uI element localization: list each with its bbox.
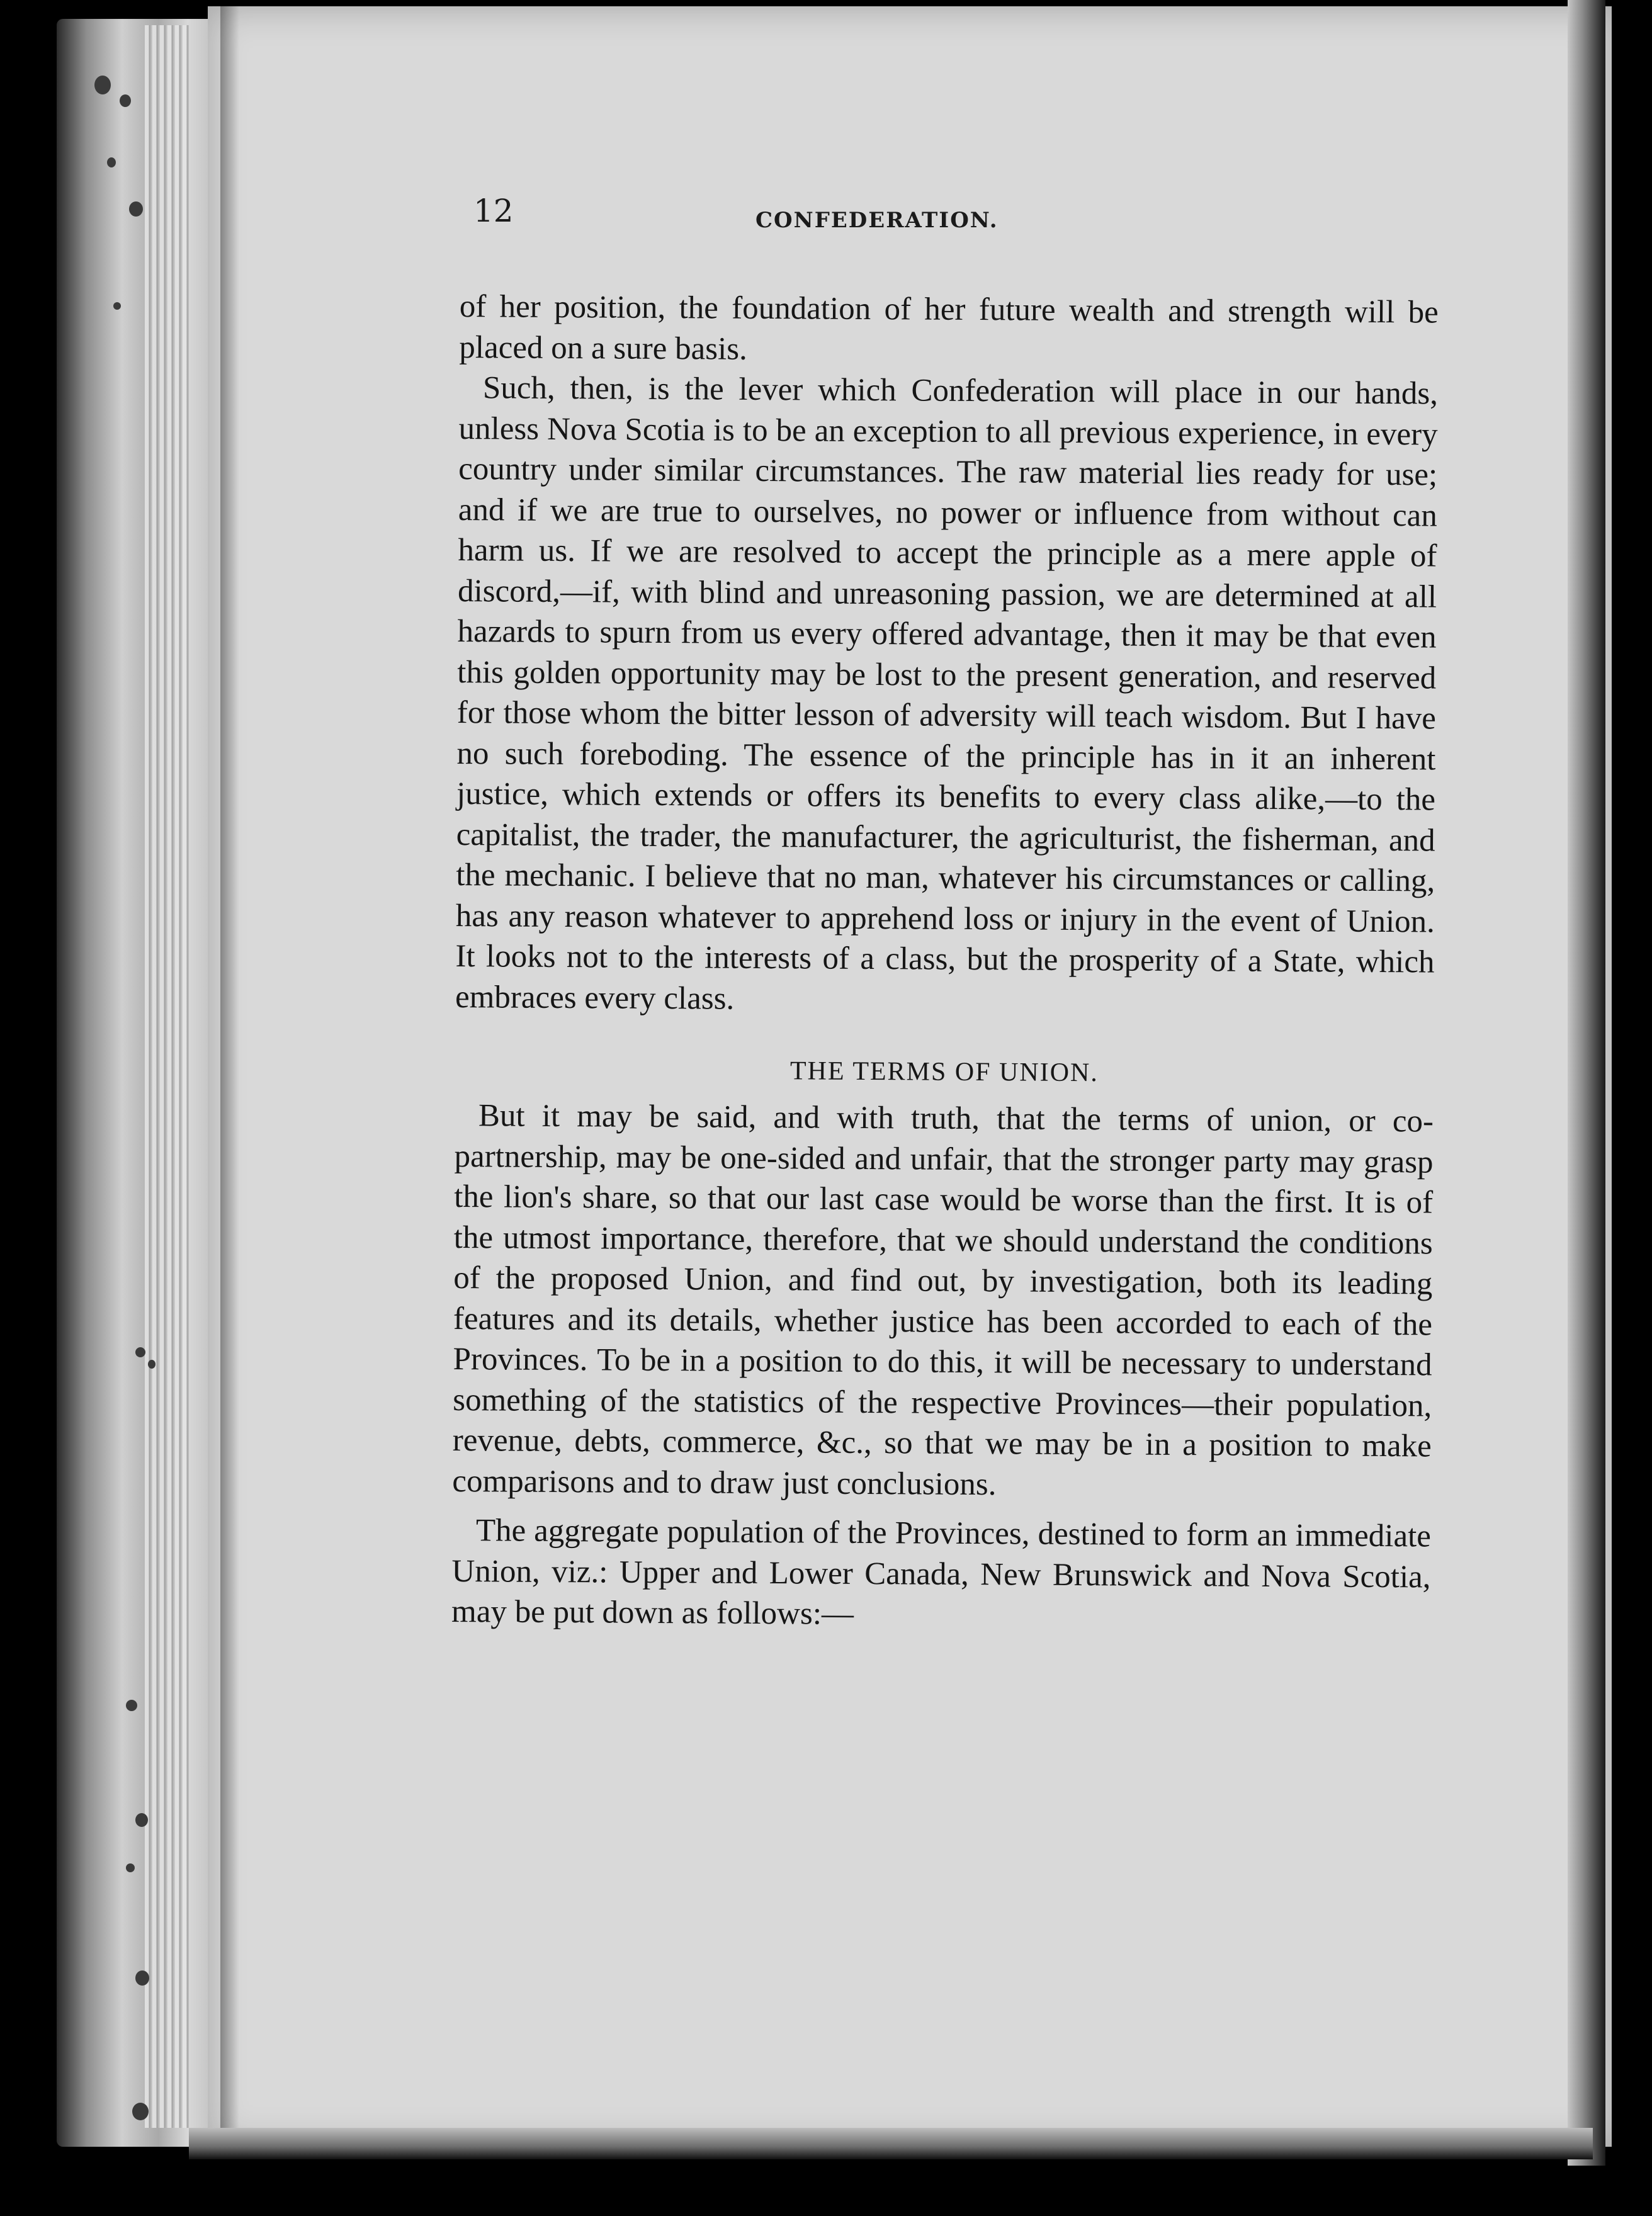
foxing-spot — [135, 1813, 148, 1827]
page-number: 12 — [473, 193, 514, 229]
foxing-spot — [94, 76, 111, 94]
page-gutter-shadow — [220, 0, 239, 2153]
page-right-edge — [1568, 0, 1605, 2166]
foxing-spot — [126, 1700, 137, 1711]
page-stack-edges — [145, 25, 189, 2128]
paragraph-terms: But it may be said, and with truth, that the terms of union, or co-partnership, may be one-sided and unfair, that the stronger party may grasp the lion's share, so that our last case would be worse than the first. It is of the utmost importance, therefore, that we should understand the conditions of the proposed Union, and find out, by investigation, both its leading features and its details, whether justice has been accorded to each of the Provinces. To be in a position to do this, it will be necessary to understand something of the statistics of the respective Provinces—their population, revenue, debts, commerce, &c., so that we may be in a position to make comparisons and to draw just conclusions. — [452, 1098, 1434, 1502]
page-bottom-edge — [189, 2128, 1593, 2159]
paragraph-continued: of her position, the foundation of her future wealth and strength will be placed on a sure basis. — [459, 288, 1439, 367]
running-title: CONFEDERATION. — [755, 208, 999, 233]
foxing-spot — [132, 2103, 149, 2120]
paragraph-lever: Such, then, is the lever which Confederation will place in our hands, unless Nova Scotia is to be an exception to all previous experience, in every country under similar circumstances. The raw material lies ready for use; and if we are true to ourselves, no power or influence from without can harm us. If we are resolved to accept the principle as a mere apple of discord,—if, with blind and unreasoning passion, we are determined at all hazards to spurn from us every offered advantage, then it may be that even this golden opportunity may be lost to the present generation, and reserved for those whom the bitter lesson of adversity will teach wisdom. But I have no such foreboding. The essence of the principle has in it an inherent justice, which extends or offers its benefits to every class alike,—to the capitalist, the trader, the manufacturer, the agriculturist, the fisherman, and the mechanic. I believe that no man, whatever his circumstances or calling, has any reason whatever to apprehend loss or injury in the event of Union. It looks not to the interests of a class, but the prosperity of a State, which embraces every class. — [455, 370, 1439, 1017]
page-header — [473, 193, 1418, 243]
foxing-spot — [148, 1360, 156, 1369]
foxing-spot — [135, 1970, 149, 1986]
foxing-spot — [129, 201, 143, 217]
body-text — [451, 286, 1439, 1638]
section-heading: THE TERMS OF UNION. — [789, 1056, 1099, 1088]
foxing-spot — [126, 1863, 135, 1872]
foxing-spot — [107, 157, 116, 167]
paragraph-population: The aggregate population of the Provinces, destined to form an immediate Union, viz.: Upper and Lower Canada, New Brunswick and Nova Scotia, may be put down as follows:— — [451, 1513, 1432, 1632]
foxing-spot — [135, 1347, 145, 1357]
book-spine — [57, 19, 220, 2147]
foxing-spot — [113, 302, 121, 310]
foxing-spot — [120, 94, 131, 107]
